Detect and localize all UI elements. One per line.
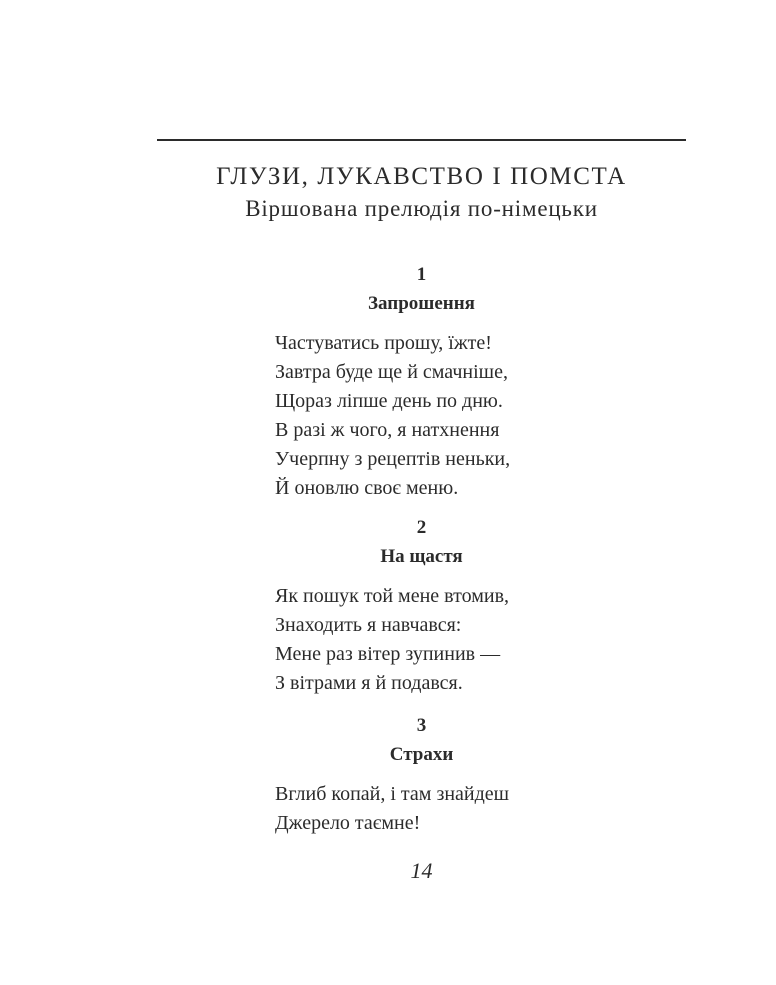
poem-section-1 — [157, 260, 686, 503]
poem-line: В разі ж чого, я натхнення — [275, 419, 500, 441]
poem-line: Знаходить я навчався: — [275, 614, 462, 636]
poem-line: Мене раз вітер зупинив — — [275, 643, 501, 665]
poem-section-3 — [157, 711, 686, 838]
poem-stanza — [157, 329, 686, 503]
header-rule — [157, 139, 686, 141]
poem-line: Щораз ліпше день по дню. — [275, 390, 503, 412]
poem-number: 3 — [416, 715, 427, 736]
poem-line: Завтра буде ще й смачніше, — [275, 361, 508, 383]
poem-section-2 — [157, 513, 686, 698]
chapter-subtitle: Віршована прелюдія по-німецьки — [245, 196, 598, 221]
poem-line: З вітрами я й подався. — [275, 672, 463, 694]
poem-stanza — [157, 582, 686, 698]
page-number: 14 — [410, 858, 433, 883]
poem-stanza — [157, 780, 686, 838]
poem-title: На щастя — [380, 546, 463, 567]
poem-number: 2 — [416, 517, 427, 538]
poem-line: Вглиб копай, і там знайдеш — [275, 783, 510, 805]
poem-line: Й оновлю своє меню. — [275, 477, 459, 499]
poem-title: Запрошення — [368, 293, 475, 314]
poem-number: 1 — [416, 264, 427, 285]
chapter-heading — [157, 160, 686, 224]
poem-line: Частуватись прошу, їжте! — [275, 332, 492, 354]
poem-line: Як пошук той мене втомив, — [275, 585, 510, 607]
poem-line: Учерпну з рецептів неньки, — [275, 448, 511, 470]
chapter-title: ГЛУЗИ, ЛУКАВСТВО І ПОМСТА — [216, 163, 627, 190]
poem-title: Страхи — [389, 744, 454, 765]
poem-line: Джерело таємне! — [275, 812, 421, 834]
